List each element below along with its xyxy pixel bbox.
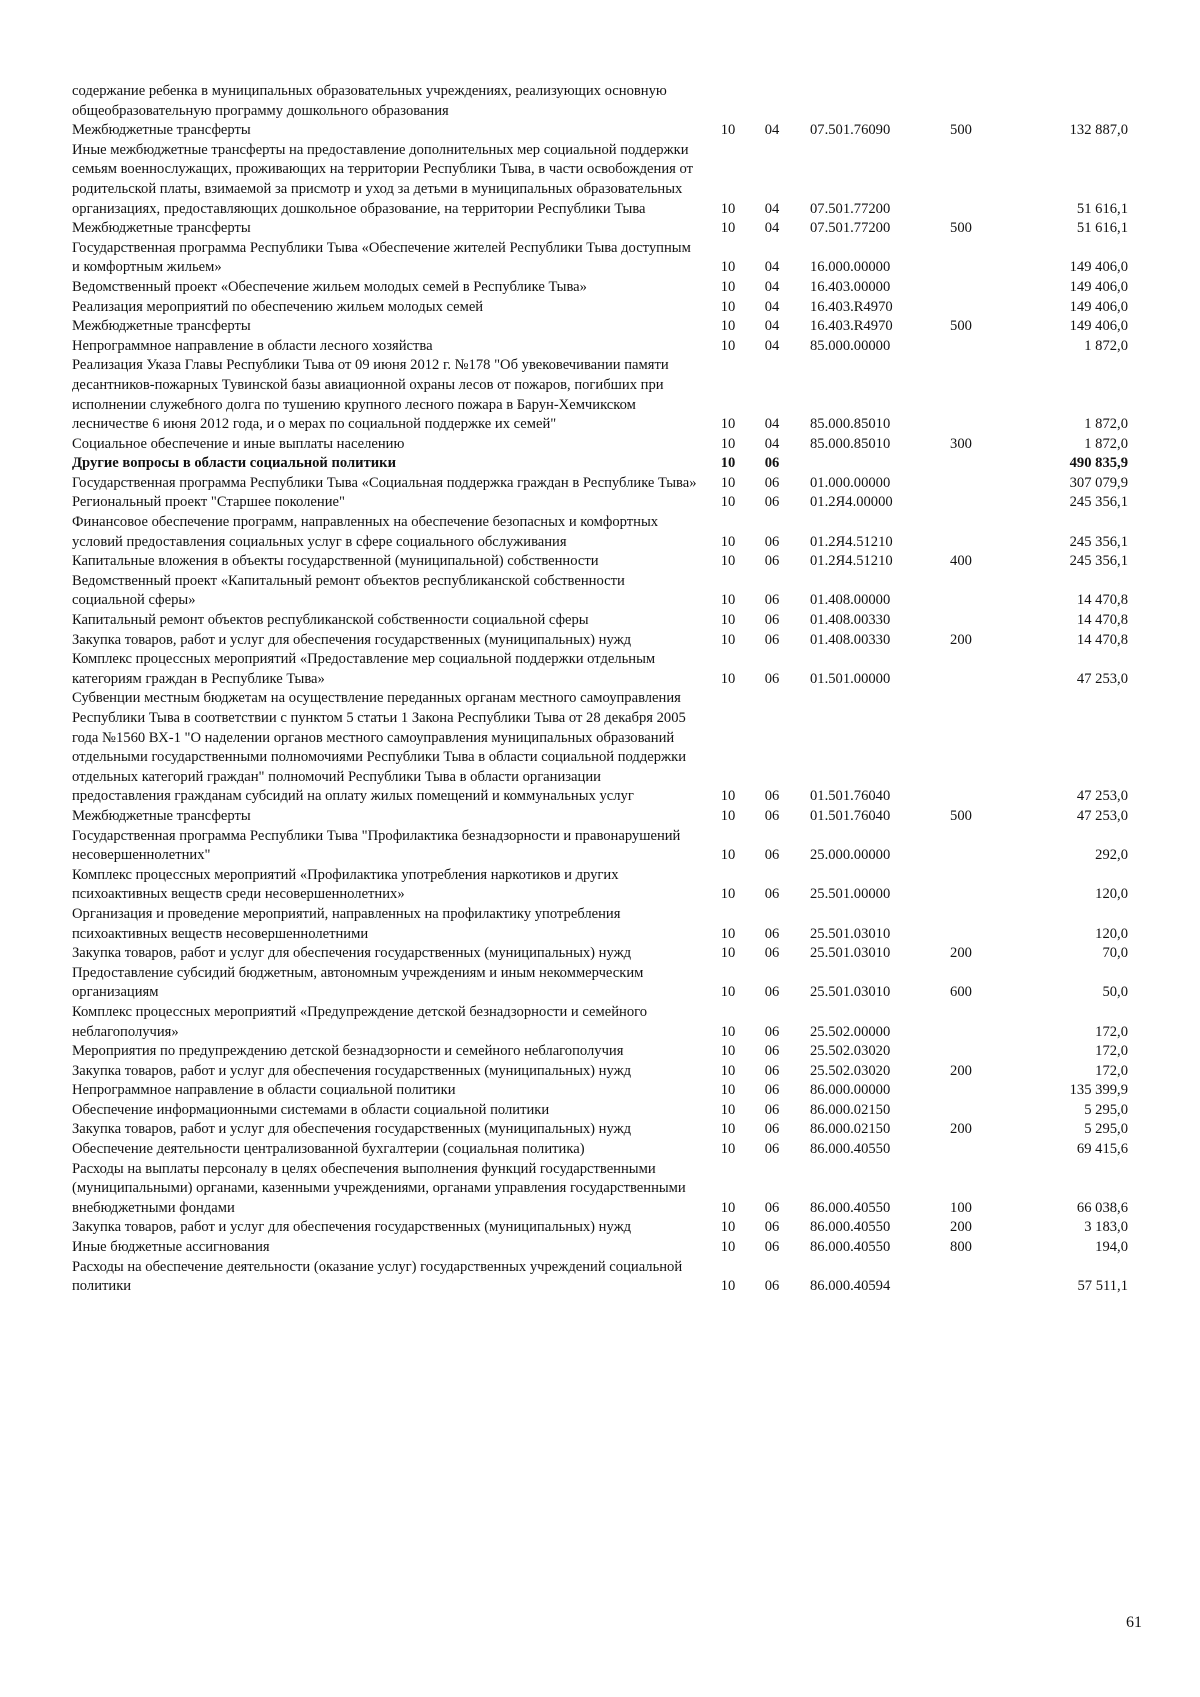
row-section-code: 10 <box>720 847 736 864</box>
row-subsection-code: 04 <box>764 122 780 139</box>
row-amount: 172,0 <box>1095 1062 1128 1079</box>
table-row <box>72 611 1128 631</box>
table-row <box>72 964 1128 1003</box>
row-target-article: 86.000.02150 <box>810 1101 891 1118</box>
row-name: Предоставление субсидий бюджетным, автономным учреждениям и иным некоммерческим организациям <box>72 964 644 1001</box>
row-amount: 14 470,8 <box>1076 631 1128 648</box>
row-amount: 292,0 <box>1095 847 1128 864</box>
row-expense-type: 500 <box>950 318 972 335</box>
row-section-code: 10 <box>720 1278 736 1295</box>
row-expense-type <box>936 454 986 474</box>
row-name: Капитальные вложения в объекты государственной (муниципальной) собственности <box>72 553 599 570</box>
row-name: Реализация Указа Главы Республики Тыва от 09 июня 2012 г. №178 "Об увековечивании памяти десантников-пожарных Тувинской базы авиационной охраны лесов от пожаров, погибших при исполнении служебного долга по тушению крупного лесного пожара в Барун-Хемчикском лесничестве 6 июня 2012 года, и о мерах по социальной поддержке их семей" <box>72 357 669 433</box>
table-row <box>72 1042 1128 1062</box>
row-name: Межбюджетные трансферты <box>72 122 251 139</box>
table-row <box>72 1218 1128 1238</box>
row-expense-type: 600 <box>950 984 972 1001</box>
row-name: Комплекс процессных мероприятий «Предупреждение детской безнадзорности и семейного неблагополучия» <box>72 1003 648 1040</box>
row-name: Закупка товаров, работ и услуг для обеспечения государственных (муниципальных) нужд <box>72 945 632 962</box>
row-section-code: 10 <box>720 278 736 295</box>
row-expense-type <box>936 298 986 318</box>
row-target-article: 25.502.00000 <box>810 1023 891 1040</box>
budget-table <box>72 82 1128 1297</box>
row-amount: 149 406,0 <box>1069 259 1128 276</box>
table-row <box>72 513 1128 552</box>
row-amount: 149 406,0 <box>1069 318 1128 335</box>
row-amount: 50,0 <box>1102 984 1128 1001</box>
row-amount <box>986 82 1128 121</box>
row-section-code: 10 <box>720 886 736 903</box>
row-subsection-code: 06 <box>764 553 780 570</box>
table-row <box>72 1120 1128 1140</box>
table-row <box>72 278 1128 298</box>
row-target-article: 01.408.00000 <box>810 592 891 609</box>
row-amount: 245 356,1 <box>1069 494 1128 511</box>
table-row <box>72 807 1128 827</box>
row-section-code: 10 <box>720 416 736 433</box>
row-target-article: 16.403.R4970 <box>810 318 893 335</box>
row-amount: 14 470,8 <box>1076 592 1128 609</box>
row-target-article: 01.501.76040 <box>810 788 891 805</box>
row-name: Обеспечение деятельности централизованной бухгалтерии (социальная политика) <box>72 1141 585 1158</box>
row-section-code: 10 <box>720 1023 736 1040</box>
table-row <box>72 141 1128 219</box>
row-section-code: 10 <box>720 337 736 354</box>
row-target-article: 25.501.03010 <box>810 925 891 942</box>
row-name: Комплекс процессных мероприятий «Предоставление мер социальной поддержки отдельным категориям граждан в Республике Тыва» <box>72 651 656 687</box>
row-target-article: 01.408.00330 <box>810 631 891 648</box>
row-target-article: 01.501.76040 <box>810 807 891 824</box>
row-section-code: 10 <box>720 435 736 452</box>
row-expense-type <box>936 1101 986 1121</box>
row-subsection-code: 06 <box>764 670 780 687</box>
row-section-code: 10 <box>720 122 736 139</box>
row-section-code: 10 <box>720 1121 736 1138</box>
page-number: 61 <box>1126 1614 1142 1631</box>
row-expense-type: 100 <box>950 1199 972 1216</box>
row-target-article: 25.000.00000 <box>810 847 891 864</box>
row-target-article <box>794 454 936 474</box>
row-name: содержание ребенка в муниципальных образовательных учреждениях, реализующих основную общеобразовательную программу дошкольного образования <box>72 83 667 119</box>
row-target-article: 86.000.40594 <box>810 1278 891 1295</box>
row-target-article: 25.501.03010 <box>810 984 891 1001</box>
budget-table-body <box>72 82 1128 1297</box>
row-target-article: 07.501.77200 <box>810 200 891 217</box>
row-subsection-code: 04 <box>764 200 780 217</box>
row-amount: 490 835,9 <box>1069 455 1128 472</box>
row-name: Финансовое обеспечение программ, направленных на обеспечение безопасных и комфортных условий предоставления социальных услуг в сфере социального обслуживания <box>72 514 659 550</box>
row-subsection-code <box>750 82 794 121</box>
row-subsection-code: 04 <box>764 220 780 237</box>
row-expense-type <box>936 611 986 631</box>
table-row <box>72 121 1128 141</box>
row-name: Субвенции местным бюджетам на осуществление переданных органам местного самоуправления Республики Тыва в соответствии с пунктом 5 статьи 1 Закона Республики Тыва от 28 декабря 2005 года №1560 ВХ-1 "О наделении органов местного самоуправления муниципальных образований отдельными государственными полномочиями Республики Тыва в области социальной поддержки отдельных категорий граждан" полномочий Республики Тыва в области организации предоставления гражданам субсидий на оплату жилых помещений и коммунальных услуг <box>72 690 687 805</box>
row-name: Расходы на выплаты персоналу в целях обеспечения выполнения функций государственными (муниципальными) органами, казенными учреждениями, органами управления государственными внебюджетными фондами <box>72 1160 686 1216</box>
table-row <box>72 827 1128 866</box>
row-amount: 5 295,0 <box>1084 1121 1128 1138</box>
row-expense-type: 200 <box>950 1062 972 1079</box>
row-subsection-code: 06 <box>764 1278 780 1295</box>
row-subsection-code: 06 <box>764 1239 780 1256</box>
table-row <box>72 219 1128 239</box>
row-subsection-code: 06 <box>764 1082 780 1099</box>
row-expense-type <box>936 827 986 866</box>
row-target-article: 16.403.R4970 <box>810 298 893 315</box>
document-page <box>72 82 1128 1297</box>
row-section-code: 10 <box>720 298 736 315</box>
row-expense-type: 200 <box>950 945 972 962</box>
row-section-code: 10 <box>720 533 736 550</box>
row-amount: 132 887,0 <box>1069 122 1128 139</box>
table-row <box>72 1238 1128 1258</box>
row-amount: 120,0 <box>1095 886 1128 903</box>
row-expense-type: 200 <box>950 1219 972 1236</box>
row-target-article: 07.501.76090 <box>810 122 891 139</box>
table-row <box>72 493 1128 513</box>
row-name: Межбюджетные трансферты <box>72 220 251 237</box>
row-target-article: 85.000.85010 <box>810 435 891 452</box>
row-expense-type <box>936 905 986 944</box>
row-section-code: 10 <box>720 553 736 570</box>
row-amount: 194,0 <box>1095 1239 1128 1256</box>
row-expense-type <box>936 866 986 905</box>
row-expense-type <box>936 1042 986 1062</box>
row-subsection-code: 06 <box>764 945 780 962</box>
table-row <box>72 631 1128 651</box>
row-subsection-code: 06 <box>764 886 780 903</box>
row-subsection-code: 06 <box>764 494 780 511</box>
row-expense-type: 300 <box>950 435 972 452</box>
row-section-code: 10 <box>720 807 736 824</box>
row-amount: 69 415,6 <box>1076 1141 1128 1158</box>
row-section-code: 10 <box>720 631 736 648</box>
row-subsection-code: 06 <box>764 1043 780 1060</box>
row-name: Социальное обеспечение и иные выплаты населению <box>72 435 405 452</box>
row-amount: 47 253,0 <box>1076 670 1128 687</box>
row-subsection-code: 06 <box>764 474 780 491</box>
row-name: Ведомственный проект «Обеспечение жильем молодых семей в Республике Тыва» <box>72 278 587 295</box>
row-name: Межбюджетные трансферты <box>72 807 251 824</box>
row-amount: 3 183,0 <box>1084 1219 1128 1236</box>
row-name: Комплекс процессных мероприятий «Профилактика употребления наркотиков и других психоактивных веществ среди несовершеннолетних» <box>72 866 619 903</box>
row-section-code: 10 <box>720 1043 736 1060</box>
table-row <box>72 1258 1128 1297</box>
row-expense-type <box>936 650 986 689</box>
row-amount: 1 872,0 <box>1084 337 1128 354</box>
row-target-article <box>794 82 936 121</box>
row-section-code: 10 <box>720 474 736 491</box>
row-subsection-code: 04 <box>764 298 780 315</box>
row-name: Закупка товаров, работ и услуг для обеспечения государственных (муниципальных) нужд <box>72 1121 632 1138</box>
row-amount: 57 511,1 <box>1077 1278 1128 1295</box>
table-row <box>72 474 1128 494</box>
row-target-article: 85.000.00000 <box>810 337 891 354</box>
row-amount: 47 253,0 <box>1076 807 1128 824</box>
row-subsection-code: 06 <box>764 925 780 942</box>
row-section-code: 10 <box>720 1082 736 1099</box>
row-section-code: 10 <box>720 220 736 237</box>
row-section-code: 10 <box>720 1062 736 1079</box>
row-subsection-code: 06 <box>764 1219 780 1236</box>
row-section-code: 10 <box>720 1101 736 1118</box>
row-section-code: 10 <box>720 200 736 217</box>
row-name: Иные бюджетные ассигнования <box>72 1239 270 1256</box>
table-row <box>72 435 1128 455</box>
row-subsection-code: 06 <box>764 612 780 629</box>
table-row <box>72 1140 1128 1160</box>
row-name: Реализация мероприятий по обеспечению жильем молодых семей <box>72 298 484 315</box>
row-amount: 307 079,9 <box>1069 474 1128 491</box>
row-target-article: 86.000.40550 <box>810 1239 891 1256</box>
row-amount: 1 872,0 <box>1084 416 1128 433</box>
row-target-article: 16.403.00000 <box>810 278 891 295</box>
row-subsection-code: 06 <box>764 788 780 805</box>
row-amount: 1 872,0 <box>1084 435 1128 452</box>
row-name: Непрограммное направление в области социальной политики <box>72 1082 456 1099</box>
table-row <box>72 239 1128 278</box>
row-amount: 245 356,1 <box>1069 553 1128 570</box>
table-row <box>72 1062 1128 1082</box>
row-target-article: 86.000.40550 <box>810 1199 891 1216</box>
row-expense-type <box>936 82 986 121</box>
row-target-article: 86.000.02150 <box>810 1121 891 1138</box>
row-amount: 149 406,0 <box>1069 278 1128 295</box>
row-section-code: 10 <box>720 788 736 805</box>
row-target-article: 86.000.40550 <box>810 1141 891 1158</box>
row-amount: 51 616,1 <box>1076 200 1128 217</box>
row-name: Закупка товаров, работ и услуг для обеспечения государственных (муниципальных) нужд <box>72 1219 632 1236</box>
row-name: Непрограммное направление в области лесного хозяйства <box>72 337 433 354</box>
row-section-code: 10 <box>720 494 736 511</box>
row-name: Государственная программа Республики Тыва «Обеспечение жителей Республики Тыва доступным и комфортным жильем» <box>72 239 691 276</box>
row-expense-type: 500 <box>950 122 972 139</box>
row-section-code: 10 <box>720 1141 736 1158</box>
row-expense-type <box>936 239 986 278</box>
row-target-article: 01.2Я4.00000 <box>810 494 893 511</box>
row-subsection-code: 06 <box>764 455 780 472</box>
row-section-code: 10 <box>720 670 736 687</box>
row-section-code: 10 <box>720 1199 736 1216</box>
row-expense-type <box>936 1258 986 1297</box>
row-amount: 135 399,9 <box>1069 1082 1128 1099</box>
row-amount: 51 616,1 <box>1076 220 1128 237</box>
table-row <box>72 454 1128 474</box>
row-target-article: 01.408.00330 <box>810 612 891 629</box>
table-row <box>72 337 1128 357</box>
row-section-code: 10 <box>720 612 736 629</box>
row-subsection-code: 06 <box>764 1199 780 1216</box>
row-target-article: 25.502.03020 <box>810 1062 891 1079</box>
table-row <box>72 689 1128 807</box>
row-target-article: 16.000.00000 <box>810 259 891 276</box>
row-subsection-code: 06 <box>764 1062 780 1079</box>
row-amount: 14 470,8 <box>1076 612 1128 629</box>
row-section-code: 10 <box>720 945 736 962</box>
row-expense-type <box>936 356 986 434</box>
row-name: Обеспечение информационными системами в области социальной политики <box>72 1101 550 1118</box>
row-name: Государственная программа Республики Тыва «Социальная поддержка граждан в Республике Тыва» <box>72 474 697 491</box>
row-target-article: 01.2Я4.51210 <box>810 533 893 550</box>
row-subsection-code: 04 <box>764 337 780 354</box>
row-name: Региональный проект "Старшее поколение" <box>72 494 345 511</box>
row-subsection-code: 06 <box>764 807 780 824</box>
row-expense-type: 400 <box>950 553 972 570</box>
row-amount: 47 253,0 <box>1076 788 1128 805</box>
row-name: Организация и проведение мероприятий, направленных на профилактику употребления психоактивных веществ несовершеннолетними <box>72 905 621 942</box>
row-amount: 172,0 <box>1095 1023 1128 1040</box>
table-row <box>72 905 1128 944</box>
row-subsection-code: 04 <box>764 416 780 433</box>
row-expense-type <box>936 278 986 298</box>
row-expense-type <box>936 572 986 611</box>
row-subsection-code: 04 <box>764 435 780 452</box>
row-section-code <box>706 82 750 121</box>
row-expense-type <box>936 513 986 552</box>
row-section-code: 10 <box>720 455 736 472</box>
row-subsection-code: 06 <box>764 631 780 648</box>
table-row <box>72 1003 1128 1042</box>
row-expense-type <box>936 493 986 513</box>
row-name: Другие вопросы в области социальной политики <box>72 455 396 472</box>
row-amount: 66 038,6 <box>1076 1199 1128 1216</box>
row-target-article: 85.000.85010 <box>810 416 891 433</box>
table-row <box>72 317 1128 337</box>
row-amount: 245 356,1 <box>1069 533 1128 550</box>
table-row <box>72 1081 1128 1101</box>
table-row <box>72 298 1128 318</box>
row-name: Закупка товаров, работ и услуг для обеспечения государственных (муниципальных) нужд <box>72 631 632 648</box>
row-expense-type <box>936 474 986 494</box>
table-row <box>72 356 1128 434</box>
row-amount: 120,0 <box>1095 925 1128 942</box>
row-target-article: 86.000.40550 <box>810 1219 891 1236</box>
row-name: Расходы на обеспечение деятельности (оказание услуг) государственных учреждений социальной политики <box>72 1258 683 1295</box>
row-subsection-code: 06 <box>764 847 780 864</box>
row-section-code: 10 <box>720 318 736 335</box>
row-expense-type: 500 <box>950 807 972 824</box>
row-expense-type <box>936 141 986 219</box>
row-expense-type <box>936 1003 986 1042</box>
row-expense-type: 200 <box>950 1121 972 1138</box>
row-expense-type <box>936 1140 986 1160</box>
row-expense-type: 500 <box>950 220 972 237</box>
row-target-article: 01.2Я4.51210 <box>810 553 893 570</box>
row-section-code: 10 <box>720 259 736 276</box>
row-target-article: 01.501.00000 <box>810 670 891 687</box>
row-expense-type <box>936 1081 986 1101</box>
row-expense-type: 200 <box>950 631 972 648</box>
row-subsection-code: 06 <box>764 984 780 1001</box>
table-row <box>72 650 1128 689</box>
row-expense-type <box>936 689 986 807</box>
row-section-code: 10 <box>720 1239 736 1256</box>
row-subsection-code: 06 <box>764 533 780 550</box>
row-target-article: 01.000.00000 <box>810 474 891 491</box>
table-row <box>72 572 1128 611</box>
row-amount: 5 295,0 <box>1084 1101 1128 1118</box>
row-subsection-code: 06 <box>764 592 780 609</box>
row-subsection-code: 04 <box>764 259 780 276</box>
table-row <box>72 552 1128 572</box>
row-section-code: 10 <box>720 1219 736 1236</box>
row-name: Иные межбюджетные трансферты на предоставление дополнительных мер социальной поддержки семьям военнослужащих, проживающих на территории Республики Тыва, в части освобождения от родительской платы, взимаемой за присмотр и уход за детьми в муниципальных образовательных организациях, предоставляющих дошкольное образование, на территории Республики Тыва <box>72 141 693 217</box>
row-name: Мероприятия по предупреждению детской безнадзорности и семейного неблагополучия <box>72 1043 624 1060</box>
row-section-code: 10 <box>720 984 736 1001</box>
table-row <box>72 866 1128 905</box>
row-section-code: 10 <box>720 925 736 942</box>
row-expense-type: 800 <box>950 1239 972 1256</box>
row-section-code: 10 <box>720 592 736 609</box>
row-target-article: 86.000.00000 <box>810 1082 891 1099</box>
row-subsection-code: 06 <box>764 1141 780 1158</box>
row-target-article: 25.502.03020 <box>810 1043 891 1060</box>
row-subsection-code: 06 <box>764 1023 780 1040</box>
row-name: Межбюджетные трансферты <box>72 318 251 335</box>
table-row <box>72 944 1128 964</box>
table-row <box>72 82 1128 121</box>
row-expense-type <box>936 337 986 357</box>
row-name: Государственная программа Республики Тыва "Профилактика безнадзорности и правонарушений несовершеннолетних" <box>72 827 681 864</box>
row-name: Ведомственный проект «Капитальный ремонт объектов республиканской собственности социальной сферы» <box>72 572 625 609</box>
row-target-article: 25.501.00000 <box>810 886 891 903</box>
row-subsection-code: 06 <box>764 1101 780 1118</box>
row-amount: 149 406,0 <box>1069 298 1128 315</box>
row-name: Закупка товаров, работ и услуг для обеспечения государственных (муниципальных) нужд <box>72 1062 632 1079</box>
row-amount: 172,0 <box>1095 1043 1128 1060</box>
row-target-article: 07.501.77200 <box>810 220 891 237</box>
row-subsection-code: 06 <box>764 1121 780 1138</box>
row-amount: 70,0 <box>1102 945 1128 962</box>
row-subsection-code: 04 <box>764 278 780 295</box>
row-subsection-code: 04 <box>764 318 780 335</box>
table-row <box>72 1160 1128 1219</box>
row-target-article: 25.501.03010 <box>810 945 891 962</box>
row-name: Капитальный ремонт объектов республиканской собственности социальной сферы <box>72 612 589 629</box>
table-row <box>72 1101 1128 1121</box>
